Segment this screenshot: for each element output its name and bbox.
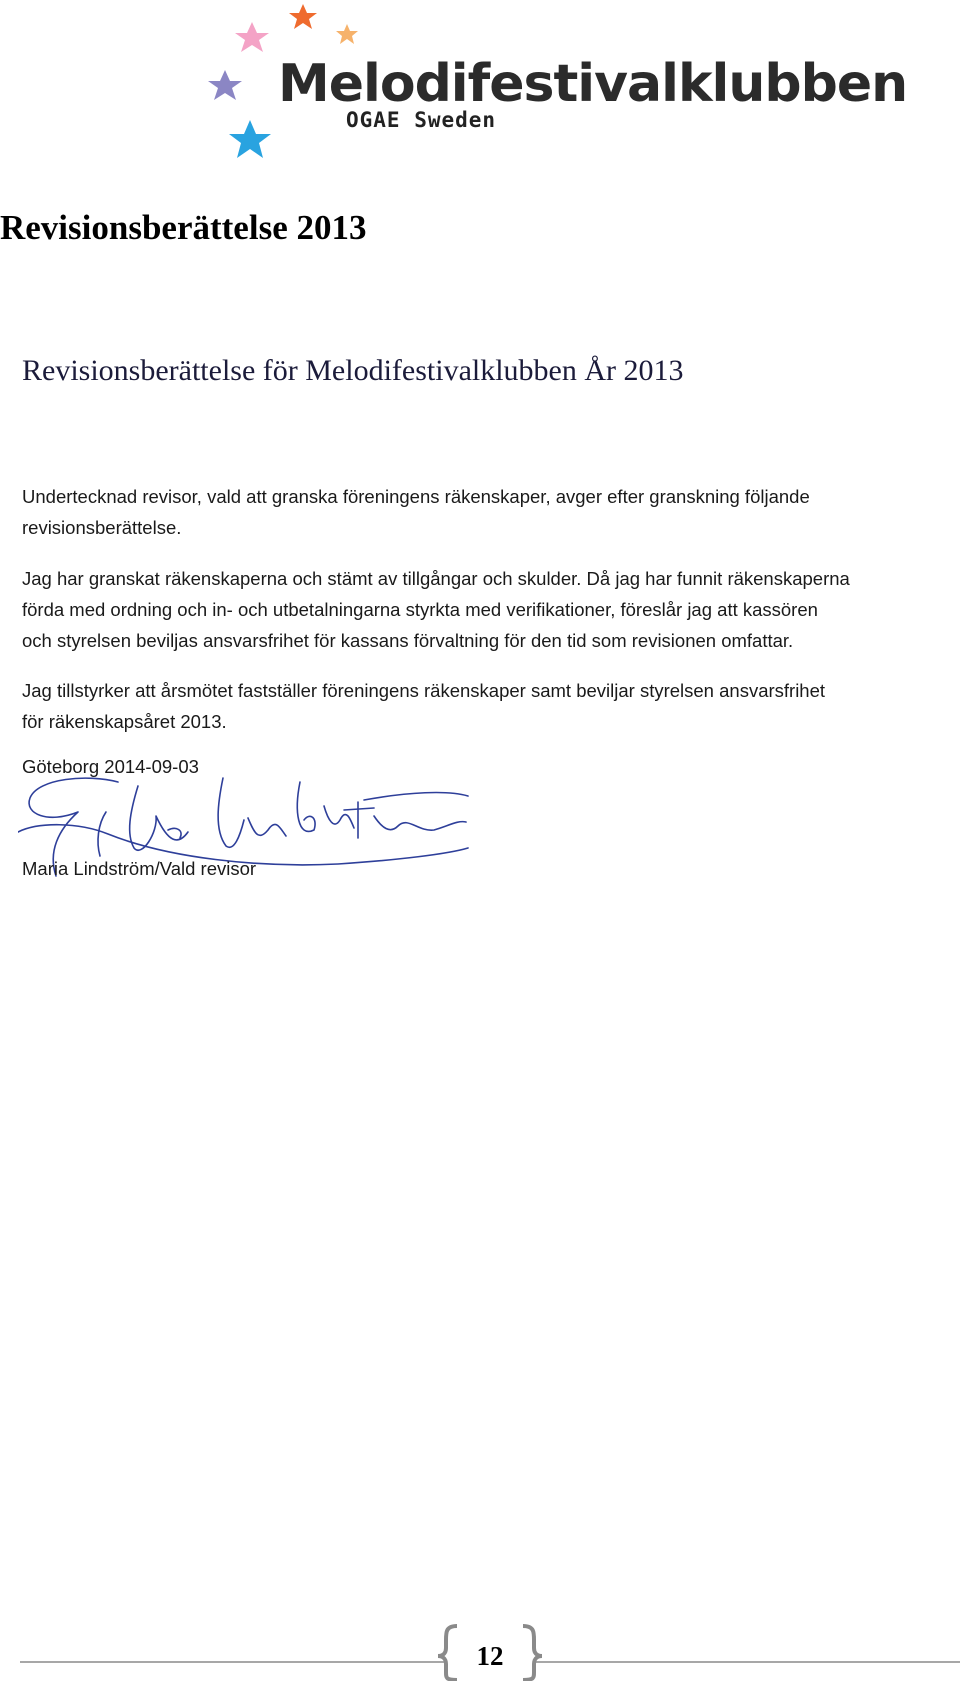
document-title: Revisionsberättelse för Melodifestivalklubben År 2013	[22, 354, 684, 387]
star-pink-icon	[235, 22, 269, 52]
paragraph-intro	[22, 481, 942, 543]
place-and-date: Göteborg 2014-09-03	[22, 756, 199, 777]
paragraph-line: Jag har granskat räkenskaperna och stämt av tillgångar och skulder. Då jag har funnit räkenskaperna	[22, 568, 850, 589]
paragraph-line: och styrelsen beviljas ansvarsfrihet för kassans förvaltning för den tid som revisionen omfattar.	[22, 630, 794, 651]
page-number: 12	[476, 1641, 504, 1671]
paragraph-line: för räkenskapsåret 2013.	[22, 711, 227, 732]
star-blue-icon	[229, 120, 271, 158]
logo-subtitle: OGAE Sweden	[346, 108, 497, 132]
logo-wordmark: Melodifestivalklubben	[278, 54, 908, 114]
star-orange-icon	[289, 4, 317, 29]
paragraph-audit	[22, 563, 942, 656]
star-purple-icon	[208, 70, 242, 100]
paragraph-line: revisionsberättelse.	[22, 517, 182, 538]
paragraph-line: Undertecknad revisor, vald att granska föreningens räkenskaper, avger efter granskning följande	[22, 486, 810, 507]
signer-name: Maria Lindström/Vald revisor	[22, 858, 257, 879]
star-gold-icon	[336, 24, 358, 44]
paragraph-line: förda med ordning och in- och utbetalningarna styrkta med verifikationer, föreslår jag att kassören	[22, 599, 818, 620]
page-heading: Revisionsberättelse 2013	[0, 208, 367, 247]
paragraph-recommendation	[22, 675, 942, 737]
paragraph-line: Jag tillstyrker att årsmötet fastställer föreningens räkenskaper samt beviljar styrelsen ansvarsfrihet	[22, 680, 826, 701]
